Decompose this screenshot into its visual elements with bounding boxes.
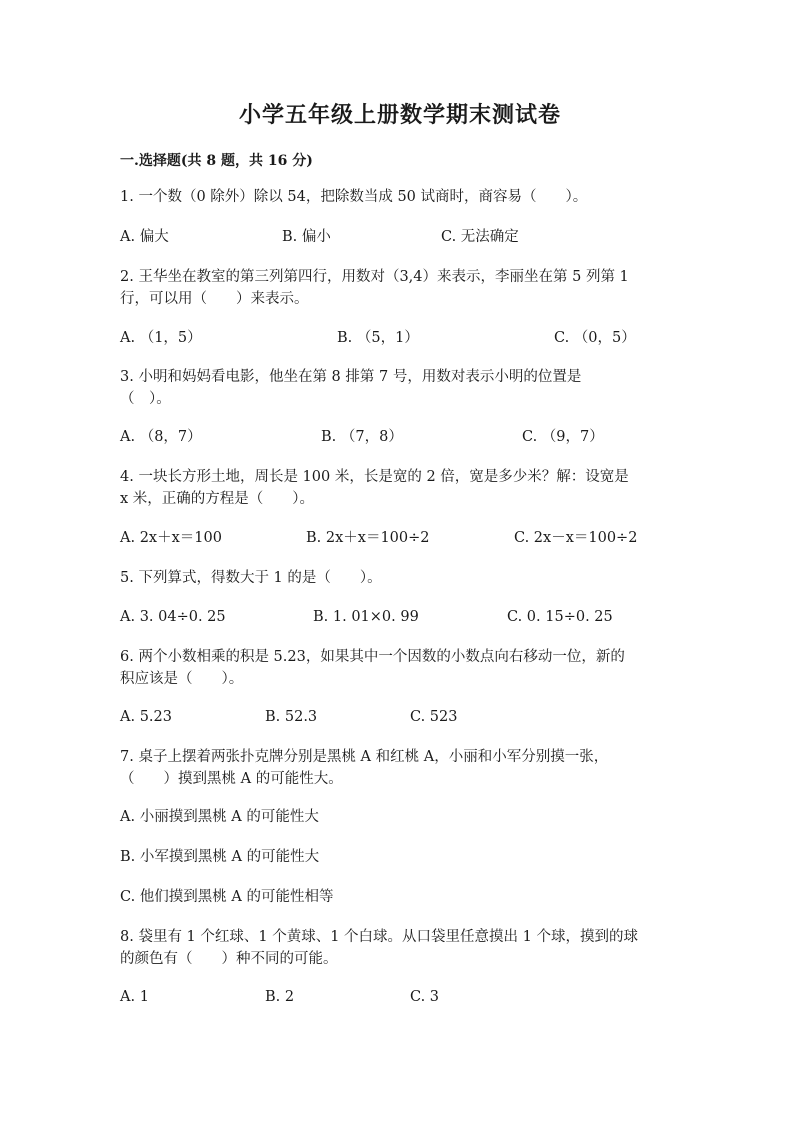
- question-8-options: [120, 986, 680, 1008]
- question-2-options: [120, 327, 680, 349]
- option-b: B. 52.3: [265, 709, 318, 725]
- option-c: C. （0，5）: [554, 330, 636, 346]
- question-text: 7. 桌子上摆着两张扑克牌分别是黑桃 A 和红桃 A，小丽和小军分别摸一张，: [120, 749, 609, 765]
- question-4-options: [120, 527, 680, 549]
- option-c: C. 3: [410, 989, 440, 1005]
- question-text: 行，可以用（ ）来表示。: [120, 291, 309, 307]
- question-1-options: [120, 226, 680, 248]
- page-title: 小学五年级上册数学期末测试卷: [238, 102, 561, 128]
- option-b: B. 2x＋x＝100÷2: [306, 530, 430, 546]
- question-text: 2. 王华坐在教室的第三列第四行，用数对（3,4）来表示，李丽坐在第 5 列第 1: [120, 269, 629, 285]
- option-a: A. （8，7）: [120, 429, 202, 445]
- option-b: B. 偏小: [282, 229, 331, 245]
- question-6: [120, 646, 680, 690]
- question-3-options: [120, 426, 680, 448]
- question-text: 1. 一个数（0 除外）除以 54，把除数当成 50 试商时，商容易（ ）。: [120, 189, 588, 205]
- option-a: A. 5.23: [120, 709, 172, 725]
- option-a: A. 小丽摸到黑桃 A 的可能性大: [120, 809, 319, 825]
- option-b: B. 2: [265, 989, 295, 1005]
- question-text: 6. 两个小数相乘的积是 5.23，如果其中一个因数的小数点向右移动一位，新的: [120, 649, 625, 665]
- option-c: C. 2x－x＝100÷2: [514, 530, 638, 546]
- question-text: x 米，正确的方程是（ ）。: [120, 491, 315, 507]
- question-3: [120, 366, 680, 410]
- question-2: [120, 266, 680, 310]
- option-b: B. （7，8）: [321, 429, 403, 445]
- question-text: 3. 小明和妈妈看电影，他坐在第 8 排第 7 号，用数对表示小明的位置是: [120, 369, 582, 385]
- question-5: [120, 567, 680, 589]
- question-5-options: [120, 606, 680, 628]
- option-b: B. （5，1）: [337, 330, 419, 346]
- question-6-options: [120, 706, 680, 728]
- option-c: C. 523: [410, 709, 458, 725]
- option-a: A. （1，5）: [120, 330, 202, 346]
- option-a: A. 2x＋x＝100: [120, 530, 222, 546]
- question-text: 的颜色有（ ）种不同的可能。: [120, 951, 338, 967]
- option-a: A. 1: [120, 989, 149, 1005]
- option-a: A. 3. 04÷0. 25: [120, 609, 226, 625]
- option-c: C. 无法确定: [441, 229, 519, 245]
- question-8: [120, 926, 680, 970]
- question-text: （ ）摸到黑桃 A 的可能性大。: [120, 771, 343, 787]
- option-b: B. 1. 01×0. 99: [313, 609, 419, 625]
- question-text: （ ）。: [120, 391, 171, 407]
- option-c: C. 0. 15÷0. 25: [507, 609, 613, 625]
- option-a: A. 偏大: [120, 229, 169, 245]
- option-b: B. 小军摸到黑桃 A 的可能性大: [120, 849, 320, 865]
- question-4: [120, 466, 680, 510]
- option-c: C. 他们摸到黑桃 A 的可能性相等: [120, 889, 334, 905]
- question-text: 5. 下列算式，得数大于 1 的是（ ）。: [120, 570, 382, 586]
- question-text: 积应该是（ ）。: [120, 671, 244, 687]
- option-c: C. （9，7）: [522, 429, 604, 445]
- section-heading: 一.选择题(共 8 题，共 16 分): [120, 153, 313, 169]
- question-7: [120, 746, 680, 790]
- question-text: 8. 袋里有 1 个红球、1 个黄球、1 个白球。从口袋里任意摸出 1 个球，摸到的球: [120, 929, 638, 945]
- question-1: [120, 186, 680, 208]
- question-text: 4. 一块长方形土地，周长是 100 米，长是宽的 2 倍，宽是多少米？解：设宽是: [120, 469, 629, 485]
